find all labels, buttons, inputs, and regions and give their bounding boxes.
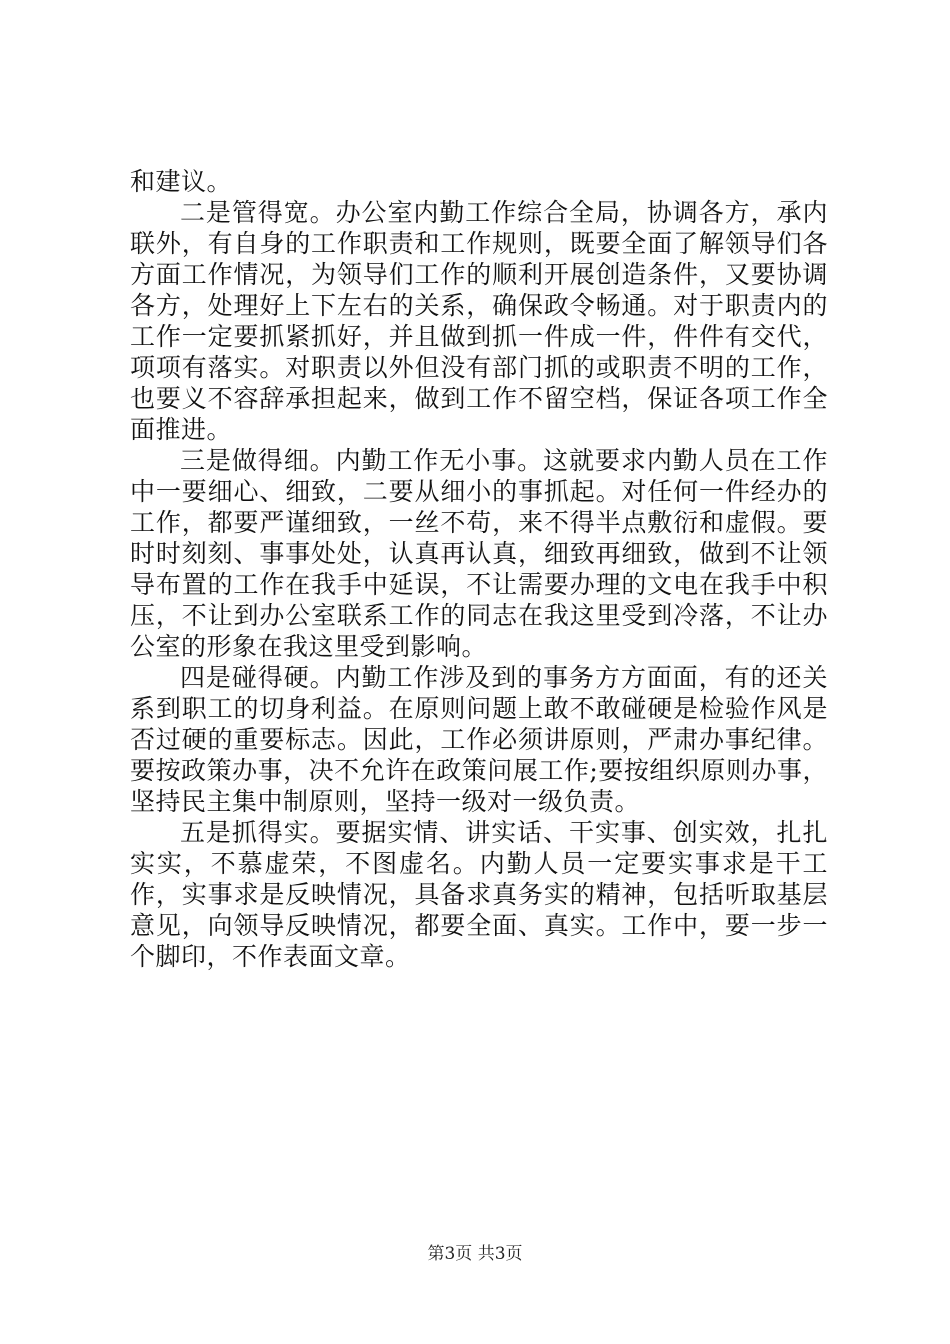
paragraph-5: 五是抓得实。要据实情、讲实话、干实事、创实效，扎扎实实，不慕虚荣，不图虚名。内勤人员一定要实事求是干工作，实事求是反映情况，具备求真务实的精神，包括听取基层意见，向领导反映情况，都要全面、真实。工作中，要一步一个脚印，不作表面文章。 [130, 818, 828, 971]
page-number-footer: 第3页 共3页 [427, 1244, 523, 1264]
document-body [130, 166, 828, 972]
paragraph-3: 三是做得细。内勤工作无小事。这就要求内勤人员在工作中一要细心、细致，二要从细小的事抓起。对任何一件经办的工作，都要严谨细致，一丝不苟，来不得半点敷衍和虚假。要时时刻刻、事事处处，认真再认真，细致再细致，做到不让领导布置的工作在我手中延误，不让需要办理的文电在我手中积压，不让到办公室联系工作的同志在我这里受到冷落，不让办公室的形象在我这里受到影响。 [130, 446, 828, 661]
paragraph-1: 和建议。 [130, 167, 233, 196]
paragraph-2: 二是管得宽。办公室内勤工作综合全局，协调各方，承内联外，有自身的工作职责和工作规则，既要全面了解领导们各方面工作情况，为领导们工作的顺利开展创造条件，又要协调各方，处理好上下左右的关系，确保政令畅通。对于职责内的工作一定要抓紧抓好，并且做到抓一件成一件，件件有交代，项项有落实。对职责以外但没有部门抓的或职责不明的工作，也要义不容辞承担起来，做到工作不留空档，保证各项工作全面推进。 [130, 198, 828, 444]
paragraph-4: 四是碰得硬。内勤工作涉及到的事务方方面面，有的还关系到职工的切身利益。在原则问题上敢不敢碰硬是检验作风是否过硬的重要标志。因此，工作必须讲原则，严肃办事纪律。要按政策办事，决不允许在政策问展工作;要按组织原则办事，坚持民主集中制原则，坚持一级对一级负责。 [130, 663, 828, 816]
